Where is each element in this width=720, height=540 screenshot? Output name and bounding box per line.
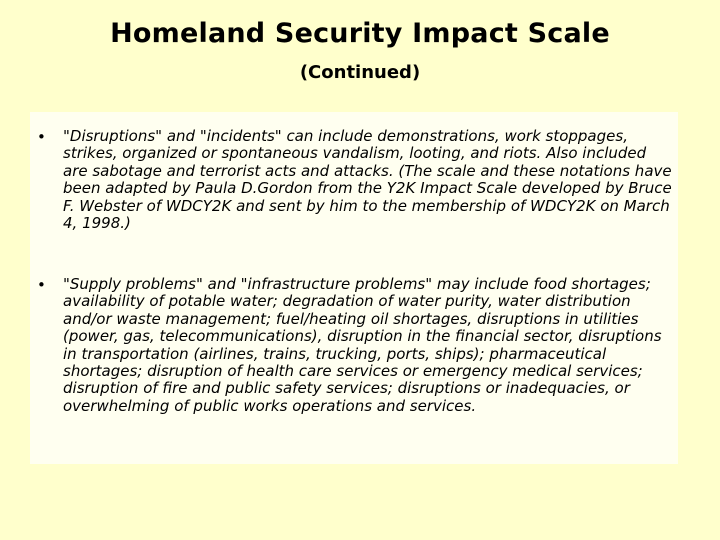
slide-title: Homeland Security Impact Scale <box>110 18 610 49</box>
slide-subtitle: (Continued) <box>299 62 421 83</box>
content-box <box>30 112 678 464</box>
bullet-text-disruptions: "Disruptions" and "incidents" can include demonstrations, work stoppages, strikes, organized or spontaneous vandalism, looting, and riots. Also included are sabotage and terrorist acts and attacks. (The scale and these notations have been adapted by Paula D.Gordon from the Y2K Impact Scale developed by Bruce F. Webster of WDCY2K and sent by him to the membership of WDCY2K on March 4, 1998.) <box>63 127 672 233</box>
bullet-text-supply-problems: "Supply problems" and "infrastructure problems" may include food shortages; availability of potable water; degradation of water purity, water distribution and/or waste management; fuel/heating oil shortages, disruptions in utilities (power, gas, telecommunications), disruption in the financial sector, disruptions in transportation (airlines, trains, trucking, ports, ships); pharmaceutical shortages; disruption of health care services or emergency medical services; disruption of fire and public safety services; disruptions or inadequacies, or overwhelming of public works operations and services. <box>63 275 662 415</box>
bullet-icon: • <box>37 128 46 146</box>
bullet-icon: • <box>37 276 46 294</box>
